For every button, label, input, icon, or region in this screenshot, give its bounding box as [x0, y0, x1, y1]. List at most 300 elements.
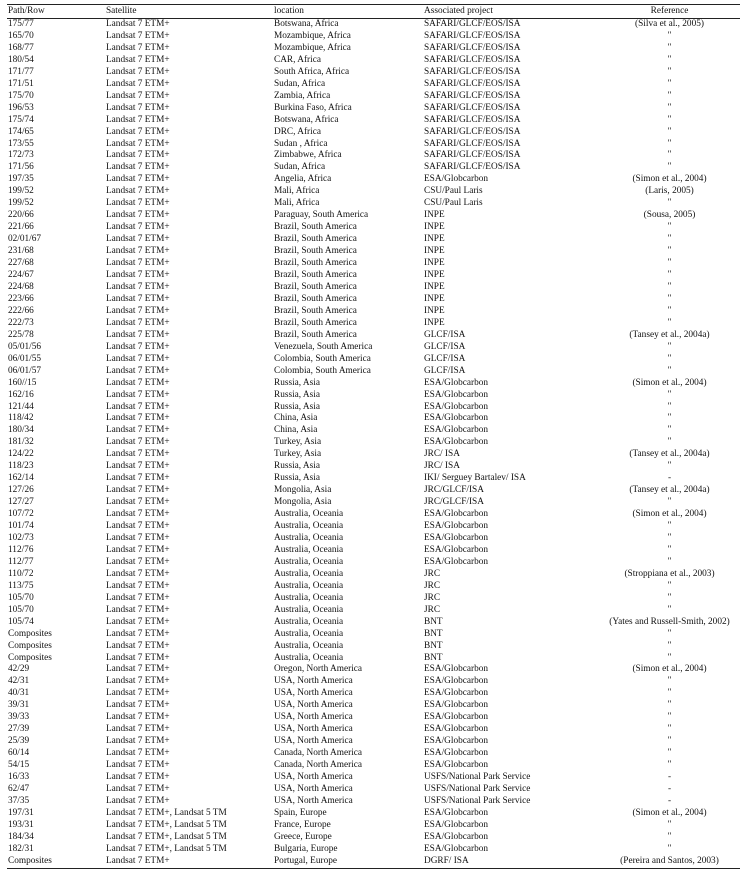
- cell-location: Turkey, Asia: [274, 449, 322, 460]
- cell-path-row: 175/77: [8, 19, 34, 29]
- cell-reference: -: [667, 795, 672, 806]
- cell-associated-project: SAFARI/GLCF/EOS/ISA: [424, 102, 521, 113]
- table-row: [7, 402, 740, 414]
- cell-location: Russia, Asia: [274, 377, 320, 388]
- cell-reference: ": [667, 138, 672, 149]
- table-row: [7, 557, 740, 569]
- cell-path-row: 107/72: [8, 509, 34, 520]
- cell-path-row: 127/26: [8, 485, 34, 496]
- cell-path-row: 181/32: [8, 437, 34, 448]
- table-row: [7, 31, 740, 43]
- cell-path-row: 174/65: [8, 126, 34, 137]
- table-row: [7, 115, 740, 127]
- cell-satellite: Landsat 7 ETM+: [106, 293, 170, 304]
- cell-reference: ": [667, 270, 672, 281]
- cell-path-row: 118/42: [8, 413, 34, 424]
- cell-satellite: Landsat 7 ETM+: [106, 736, 170, 747]
- table-row: [7, 246, 740, 258]
- cell-path-row: 102/73: [8, 532, 34, 543]
- cell-location: Australia, Oceania: [274, 521, 344, 532]
- cell-reference: ": [667, 162, 672, 173]
- cell-associated-project: ESA/Globcarbon: [424, 544, 489, 555]
- cell-reference: (Simon et al., 2004): [632, 664, 707, 675]
- cell-satellite: Landsat 7 ETM+: [106, 174, 170, 185]
- cell-satellite: Landsat 7 ETM+: [106, 186, 170, 197]
- cell-associated-project: JRC: [424, 568, 441, 579]
- cell-associated-project: ESA/Globcarbon: [424, 760, 489, 771]
- cell-path-row: 06/01/55: [8, 353, 42, 364]
- cell-reference: ": [667, 532, 672, 543]
- cell-satellite: Landsat 7 ETM+: [106, 640, 170, 651]
- table-row: [7, 617, 740, 629]
- cell-associated-project: GLCF/ISA: [424, 341, 466, 352]
- cell-location: Brazil, South America: [274, 246, 357, 257]
- cell-path-row: 220/66: [8, 210, 34, 221]
- header-satellite: Satellite: [105, 5, 273, 19]
- table-row: [7, 390, 740, 402]
- table-row: [7, 808, 740, 820]
- table-row: [7, 736, 740, 748]
- table-row: [7, 43, 740, 55]
- cell-location: Brazil, South America: [274, 222, 357, 233]
- cell-satellite: Landsat 7 ETM+: [106, 592, 170, 603]
- cell-satellite: Landsat 7 ETM+: [106, 473, 170, 484]
- cell-associated-project: SAFARI/GLCF/EOS/ISA: [424, 114, 521, 125]
- table-row: [7, 103, 740, 115]
- cell-location: Mongolia, Asia: [274, 485, 332, 496]
- table-row: [7, 676, 740, 688]
- cell-reference: ": [667, 234, 672, 245]
- cell-reference: (Tansey et al., 2004a): [629, 449, 710, 460]
- cell-reference: ": [667, 389, 672, 400]
- cell-satellite: Landsat 7 ETM+: [105, 856, 273, 868]
- cell-location: Botswana, Africa: [274, 114, 339, 125]
- table-row: [7, 91, 740, 103]
- cell-satellite: Landsat 7 ETM+: [106, 258, 170, 269]
- cell-path-row: 110/72: [8, 568, 34, 579]
- cell-associated-project: SAFARI/GLCF/EOS/ISA: [424, 54, 521, 65]
- cell-path-row: 60/14: [8, 748, 30, 759]
- cell-path-row: 171/56: [8, 162, 34, 173]
- cell-satellite: Landsat 7 ETM+: [106, 222, 170, 233]
- cell-location: Russia, Asia: [274, 461, 320, 472]
- cell-path-row: 162/16: [8, 389, 34, 400]
- cell-satellite: Landsat 7 ETM+: [106, 42, 170, 53]
- cell-satellite: Landsat 7 ETM+: [106, 90, 170, 101]
- cell-satellite: Landsat 7 ETM+: [106, 628, 170, 639]
- cell-reference: ": [667, 198, 672, 209]
- cell-reference: ": [667, 78, 672, 89]
- cell-location: Australia, Oceania: [274, 509, 344, 520]
- table-row: [7, 210, 740, 222]
- cell-location: Sudan, Africa: [274, 162, 326, 173]
- cell-reference: ": [667, 497, 672, 508]
- table-header: [7, 5, 740, 19]
- cell-associated-project: ESA/Globcarbon: [424, 724, 489, 735]
- cell-path-row: 227/68: [8, 258, 34, 269]
- table-row: [7, 437, 740, 449]
- table-row: [7, 521, 740, 533]
- cell-location: Brazil, South America: [274, 270, 357, 281]
- cell-reference: ": [667, 413, 672, 424]
- cell-reference: ": [667, 580, 672, 591]
- cell-path-row: 118/23: [8, 461, 34, 472]
- cell-path-row: 172/73: [8, 150, 34, 161]
- table-row: [7, 318, 740, 330]
- header-path-row: Path/Row: [7, 5, 105, 19]
- table-row: [7, 569, 740, 581]
- cell-location: Australia, Oceania: [274, 568, 344, 579]
- table-row: [7, 330, 740, 342]
- cell-associated-project: USFS/National Park Service: [424, 772, 531, 783]
- table-row: [7, 354, 740, 366]
- cell-reference: ": [667, 652, 672, 663]
- cell-location: Russia, Asia: [274, 401, 320, 412]
- cell-path-row: 223/66: [8, 293, 34, 304]
- cell-reference: (Laris, 2005): [645, 186, 694, 197]
- cell-reference: ": [667, 425, 672, 436]
- cell-satellite: Landsat 7 ETM+: [106, 580, 170, 591]
- cell-reference: ": [667, 724, 672, 735]
- cell-location: Brazil, South America: [274, 234, 357, 245]
- cell-location: Mali, Africa: [274, 186, 320, 197]
- cell-satellite: Landsat 7 ETM+: [106, 616, 170, 627]
- cell-satellite: Landsat 7 ETM+: [106, 66, 170, 77]
- cell-location: Mozambique, Africa: [274, 42, 351, 53]
- cell-location: Australia, Oceania: [274, 604, 344, 615]
- landsat-scenes-table: [7, 4, 740, 869]
- cell-location: Brazil, South America: [274, 305, 357, 316]
- cell-path-row: Composites: [8, 652, 52, 663]
- table-row: [7, 748, 740, 760]
- cell-location: Brazil, South America: [274, 329, 357, 340]
- cell-reference: (Simon et al., 2004): [632, 807, 707, 818]
- table-row: [7, 581, 740, 593]
- cell-reference: ": [667, 246, 672, 257]
- cell-reference: ": [667, 281, 672, 292]
- cell-satellite: Landsat 7 ETM+: [106, 317, 170, 328]
- cell-reference: (Tansey et al., 2004a): [629, 485, 710, 496]
- cell-path-row: 40/31: [8, 688, 30, 699]
- table-row: [7, 605, 740, 617]
- cell-satellite: Landsat 7 ETM+: [106, 365, 170, 376]
- cell-associated-project: JRC/GLCF/ISA: [424, 497, 484, 508]
- table-row: [7, 545, 740, 557]
- cell-path-row: 197/31: [8, 807, 34, 818]
- cell-associated-project: ESA/Globcarbon: [424, 389, 489, 400]
- cell-reference: ": [667, 54, 672, 65]
- cell-satellite: Landsat 7 ETM+: [106, 305, 170, 316]
- cell-location: Turkey, Asia: [274, 437, 322, 448]
- table-row: [7, 55, 740, 67]
- cell-associated-project: INPE: [424, 234, 445, 245]
- cell-associated-project: SAFARI/GLCF/EOS/ISA: [424, 90, 521, 101]
- cell-associated-project: SAFARI/GLCF/EOS/ISA: [424, 162, 521, 173]
- cell-location: Canada, North America: [274, 760, 363, 771]
- cell-reference: ": [667, 640, 672, 651]
- cell-path-row: 180/54: [8, 54, 34, 65]
- table-row: [7, 150, 740, 162]
- cell-associated-project: INPE: [424, 293, 445, 304]
- cell-associated-project: ESA/Globcarbon: [424, 807, 489, 818]
- cell-satellite: Landsat 7 ETM+: [106, 30, 170, 41]
- cell-satellite: Landsat 7 ETM+: [106, 377, 170, 388]
- cell-location: Brazil, South America: [274, 258, 357, 269]
- table-row: [7, 664, 740, 676]
- cell-satellite: Landsat 7 ETM+: [106, 246, 170, 257]
- table-row: [7, 724, 740, 736]
- cell-satellite: Landsat 7 ETM+, Landsat 5 TM: [106, 819, 227, 830]
- cell-location: DRC, Africa: [274, 126, 321, 137]
- cell-location: Portugal, Europe: [273, 856, 423, 868]
- cell-path-row: 127/27: [8, 497, 34, 508]
- cell-location: Australia, Oceania: [274, 628, 344, 639]
- cell-location: China, Asia: [274, 425, 318, 436]
- cell-location: USA, North America: [274, 700, 353, 711]
- cell-path-row: 105/74: [8, 616, 34, 627]
- cell-path-row: 27/39: [8, 724, 30, 735]
- table-row: [7, 844, 740, 856]
- cell-satellite: Landsat 7 ETM+: [106, 341, 170, 352]
- cell-associated-project: ESA/Globcarbon: [424, 736, 489, 747]
- cell-associated-project: SAFARI/GLCF/EOS/ISA: [424, 78, 521, 89]
- cell-path-row: 165/70: [8, 30, 34, 41]
- cell-associated-project: JRC/ ISA: [424, 449, 460, 460]
- cell-satellite: Landsat 7 ETM+: [106, 485, 170, 496]
- cell-satellite: Landsat 7 ETM+: [106, 497, 170, 508]
- cell-associated-project: BNT: [424, 628, 443, 639]
- cell-satellite: Landsat 7 ETM+: [106, 401, 170, 412]
- table-row: [7, 186, 740, 198]
- cell-satellite: Landsat 7 ETM+: [106, 138, 170, 149]
- table-row: [7, 820, 740, 832]
- table-row: [7, 832, 740, 844]
- cell-satellite: Landsat 7 ETM+: [106, 521, 170, 532]
- table-row: [7, 712, 740, 724]
- cell-associated-project: GLCF/ISA: [424, 365, 466, 376]
- table-row: [7, 234, 740, 246]
- header-associated-project: Associated project: [423, 5, 598, 19]
- cell-location: Australia, Oceania: [274, 652, 344, 663]
- header-row: [7, 5, 740, 19]
- table-row: [7, 473, 740, 485]
- cell-location: Mongolia, Asia: [274, 497, 332, 508]
- cell-associated-project: INPE: [424, 258, 445, 269]
- cell-associated-project: BNT: [424, 616, 443, 627]
- cell-associated-project: ESA/Globcarbon: [424, 843, 489, 854]
- cell-satellite: Landsat 7 ETM+: [106, 509, 170, 520]
- cell-satellite: Landsat 7 ETM+, Landsat 5 TM: [106, 807, 227, 818]
- cell-path-row: 06/01/57: [8, 365, 42, 376]
- cell-associated-project: ESA/Globcarbon: [424, 521, 489, 532]
- cell-satellite: Landsat 7 ETM+: [106, 270, 170, 281]
- cell-satellite: Landsat 7 ETM+, Landsat 5 TM: [106, 831, 227, 842]
- cell-associated-project: ESA/Globcarbon: [424, 174, 489, 185]
- cell-associated-project: SAFARI/GLCF/EOS/ISA: [424, 150, 521, 161]
- cell-reference: (Simon et al., 2004): [632, 377, 707, 388]
- cell-location: Colombia, South America: [274, 365, 371, 376]
- cell-path-row: 199/52: [8, 186, 34, 197]
- cell-location: Australia, Oceania: [274, 580, 344, 591]
- cell-associated-project: ESA/Globcarbon: [424, 664, 489, 675]
- cell-satellite: Landsat 7 ETM+: [106, 389, 170, 400]
- cell-reference: -: [667, 772, 672, 783]
- cell-reference: ": [667, 604, 672, 615]
- cell-satellite: Landsat 7 ETM+: [106, 19, 170, 29]
- cell-reference: ": [667, 102, 672, 113]
- cell-path-row: 105/70: [8, 592, 34, 603]
- cell-associated-project: INPE: [424, 210, 445, 221]
- cell-associated-project: ESA/Globcarbon: [424, 532, 489, 543]
- cell-path-row: 124/22: [8, 449, 34, 460]
- cell-associated-project: ESA/Globcarbon: [424, 700, 489, 711]
- cell-reference: ": [667, 556, 672, 567]
- cell-associated-project: JRC: [424, 604, 441, 615]
- cell-associated-project: SAFARI/GLCF/EOS/ISA: [424, 126, 521, 137]
- cell-location: France, Europe: [274, 819, 331, 830]
- cell-path-row: 193/31: [8, 819, 34, 830]
- cell-satellite: Landsat 7 ETM+: [106, 772, 170, 783]
- cell-location: Russia, Asia: [274, 389, 320, 400]
- cell-location: USA, North America: [274, 795, 353, 806]
- cell-location: USA, North America: [274, 712, 353, 723]
- cell-reference: (Simon et al., 2004): [632, 174, 707, 185]
- table-row: [7, 378, 740, 390]
- table-row: [7, 497, 740, 509]
- cell-associated-project: INPE: [424, 281, 445, 292]
- cell-reference: ": [667, 293, 672, 304]
- cell-reference: ": [667, 341, 672, 352]
- cell-path-row: 39/33: [8, 712, 30, 723]
- cell-path-row: 168/77: [8, 42, 34, 53]
- cell-path-row: 105/70: [8, 604, 34, 615]
- cell-reference: ": [667, 401, 672, 412]
- cell-location: USA, North America: [274, 772, 353, 783]
- cell-reference: ": [667, 437, 672, 448]
- table-row: [7, 222, 740, 234]
- cell-location: Brazil, South America: [274, 317, 357, 328]
- cell-reference: ": [667, 30, 672, 41]
- cell-satellite: Landsat 7 ETM+: [106, 688, 170, 699]
- cell-satellite: Landsat 7 ETM+: [106, 150, 170, 161]
- cell-satellite: Landsat 7 ETM+: [106, 568, 170, 579]
- cell-location: USA, North America: [274, 688, 353, 699]
- table-row: [7, 342, 740, 354]
- cell-associated-project: GLCF/ISA: [424, 353, 466, 364]
- table-row: [7, 127, 740, 139]
- cell-path-row: 02/01/67: [8, 234, 42, 245]
- cell-location: Sudan , Africa: [274, 138, 328, 149]
- table-row: [7, 629, 740, 641]
- cell-location: CAR, Africa: [274, 54, 321, 65]
- cell-reference: (Sousa, 2005): [643, 210, 696, 221]
- table-row: [7, 700, 740, 712]
- cell-associated-project: INPE: [424, 305, 445, 316]
- cell-location: China, Asia: [274, 413, 318, 424]
- cell-associated-project: JRC: [424, 592, 441, 603]
- cell-associated-project: INPE: [424, 246, 445, 257]
- cell-path-row: 62/47: [8, 784, 30, 794]
- cell-reference: ": [667, 748, 672, 759]
- cell-reference: ": [667, 305, 672, 316]
- cell-path-row: Composites: [8, 640, 52, 651]
- cell-satellite: Landsat 7 ETM+, Landsat 5 TM: [106, 843, 227, 854]
- cell-satellite: Landsat 7 ETM+: [106, 532, 170, 543]
- cell-reference: ": [667, 592, 672, 603]
- cell-reference: ": [667, 521, 672, 532]
- cell-satellite: Landsat 7 ETM+: [106, 556, 170, 567]
- cell-path-row: 180/34: [8, 425, 34, 436]
- table-row: [7, 174, 740, 186]
- table-row: [7, 162, 740, 174]
- cell-satellite: Landsat 7 ETM+: [106, 425, 170, 436]
- cell-satellite: Landsat 7 ETM+: [106, 78, 170, 89]
- cell-reference: ": [667, 42, 672, 53]
- cell-associated-project: USFS/National Park Service: [424, 784, 531, 794]
- table-row: [7, 772, 740, 784]
- cell-satellite: Landsat 7 ETM+: [106, 461, 170, 472]
- cell-location: Colombia, South America: [274, 353, 371, 364]
- cell-path-row: 112/77: [8, 556, 34, 567]
- cell-path-row: 221/66: [8, 222, 34, 233]
- cell-path-row: 39/31: [8, 700, 30, 711]
- cell-associated-project: SAFARI/GLCF/EOS/ISA: [424, 19, 521, 29]
- cell-associated-project: DGRF/ ISA: [423, 856, 598, 868]
- cell-satellite: Landsat 7 ETM+: [106, 784, 170, 794]
- cell-reference: ": [667, 461, 672, 472]
- cell-satellite: Landsat 7 ETM+: [106, 604, 170, 615]
- cell-path-row: 112/76: [8, 544, 34, 555]
- table-row: [7, 198, 740, 210]
- cell-associated-project: ESA/Globcarbon: [424, 748, 489, 759]
- cell-reference: ": [667, 736, 672, 747]
- cell-path-row: 197/35: [8, 174, 34, 185]
- cell-reference: ": [667, 843, 672, 854]
- cell-location: USA, North America: [274, 676, 353, 687]
- cell-path-row: 171/51: [8, 78, 34, 89]
- cell-satellite: Landsat 7 ETM+: [106, 437, 170, 448]
- cell-satellite: Landsat 7 ETM+: [106, 329, 170, 340]
- cell-path-row: 37/35: [8, 795, 30, 806]
- cell-location: South Africa, Africa: [274, 66, 350, 77]
- cell-reference: ": [667, 760, 672, 771]
- cell-reference: (Stroppiana et al., 2003): [624, 568, 715, 579]
- cell-satellite: Landsat 7 ETM+: [106, 652, 170, 663]
- cell-associated-project: CSU/Paul Laris: [424, 198, 483, 209]
- cell-path-row: 175/70: [8, 90, 34, 101]
- cell-reference: ": [667, 66, 672, 77]
- cell-satellite: Landsat 7 ETM+: [106, 748, 170, 759]
- cell-location: Russia, Asia: [274, 473, 320, 484]
- cell-path-row: 160//15: [8, 377, 37, 388]
- cell-path-row: 231/68: [8, 246, 34, 257]
- cell-associated-project: SAFARI/GLCF/EOS/ISA: [424, 138, 521, 149]
- cell-path-row: 224/68: [8, 281, 34, 292]
- cell-reference: ": [667, 700, 672, 711]
- cell-reference: ": [667, 365, 672, 376]
- cell-path-row: 54/15: [8, 760, 30, 771]
- cell-location: Brazil, South America: [274, 281, 357, 292]
- cell-satellite: Landsat 7 ETM+: [106, 760, 170, 771]
- cell-location: Botswana, Africa: [274, 19, 339, 29]
- cell-location: Zimbabwe, Africa: [274, 150, 342, 161]
- cell-associated-project: ESA/Globcarbon: [424, 676, 489, 687]
- cell-reference: ": [667, 831, 672, 842]
- cell-location: Mozambique, Africa: [274, 30, 351, 41]
- cell-satellite: Landsat 7 ETM+: [106, 700, 170, 711]
- cell-satellite: Landsat 7 ETM+: [106, 413, 170, 424]
- cell-satellite: Landsat 7 ETM+: [106, 281, 170, 292]
